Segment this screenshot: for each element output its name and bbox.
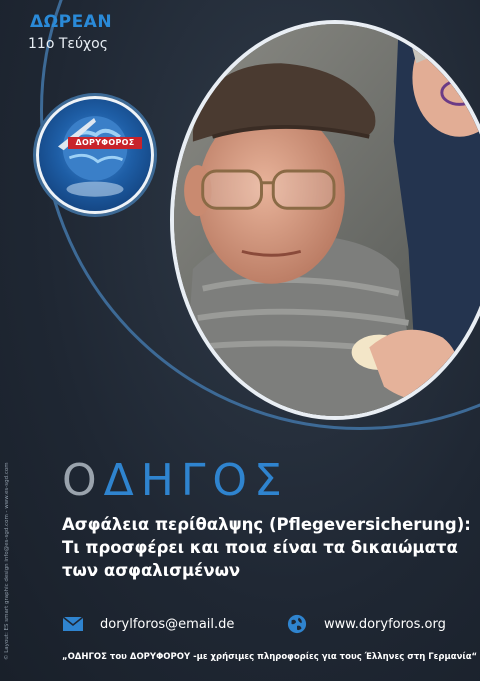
doryforos-logo — [36, 96, 154, 214]
headline-line-1: Ασφάλεια περίθαλψης (Pflegeversicherung): — [62, 515, 471, 534]
guide-title — [62, 455, 289, 506]
footer-tagline: „ΟΔΗΓΟΣ του ΔΟΡΥΦΟΡΟΥ -με χρήσιμες πληροφορίες για τους Έλληνες στη Γερμανία“ — [62, 652, 478, 662]
headline-line-2: Τι προσφέρει και ποια είναι τα δικαιώματα — [62, 538, 458, 557]
issue-number: 11ο Τεύχος — [28, 36, 108, 52]
free-label: ΔΩΡΕΑΝ — [30, 12, 113, 32]
guide-title-first-letter: Ο — [62, 455, 104, 506]
logo-wordmark: ΔΟΡΥΦΟΡΟΣ — [68, 137, 142, 149]
layout-credit: © Layout: ES smart graphic design info@es-sgd.com - www.es-sgd.com — [4, 462, 10, 660]
email-envelope-icon — [62, 614, 84, 634]
website-contact[interactable] — [286, 612, 446, 636]
headline — [62, 513, 472, 582]
email-address[interactable]: dorylforos@email.de — [100, 616, 235, 632]
headline-line-3: των ασφαλισμένων — [62, 561, 241, 580]
email-contact[interactable] — [62, 612, 234, 636]
guide-title-rest: ΔΗΓΟΣ — [103, 455, 289, 506]
globe-icon — [286, 614, 308, 634]
website-url[interactable]: www.doryforos.org — [324, 616, 446, 632]
cover-photo-elderly-man — [170, 20, 480, 420]
